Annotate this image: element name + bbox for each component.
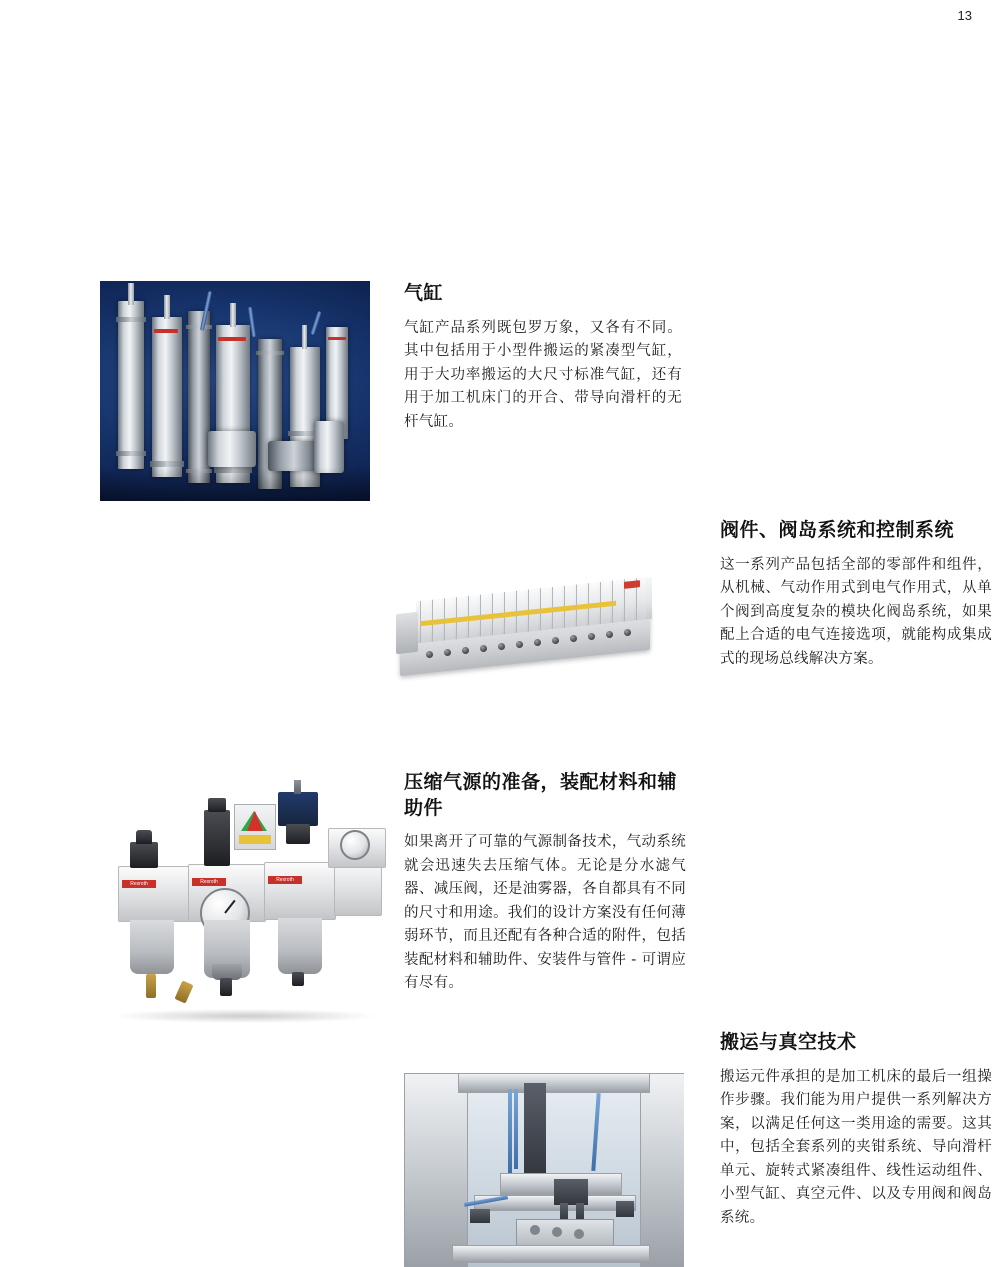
- valves-title: 阀件、阀岛系统和控制系统: [720, 519, 955, 541]
- filter-unit-body: [118, 866, 190, 922]
- lubricator-bowl: [278, 918, 322, 974]
- valves-product-image: [386, 567, 676, 692]
- valve-port: [462, 647, 469, 654]
- drain-valve: [220, 978, 232, 996]
- cylinder-body: [188, 311, 210, 483]
- page-number: 13: [957, 8, 972, 23]
- valve-port: [606, 631, 613, 638]
- adjust-knob: [136, 830, 152, 844]
- cylinders-text-block: [404, 281, 682, 434]
- red-indicator: [247, 811, 263, 831]
- valve-port: [444, 649, 451, 656]
- cylinder-rod: [128, 283, 134, 305]
- workpiece-hole: [574, 1229, 584, 1239]
- air-tube: [514, 1089, 518, 1169]
- brand-stripe: [328, 337, 346, 340]
- lubricator-unit-body: [264, 862, 336, 920]
- solenoid-base: [286, 824, 310, 844]
- gantry-column: [524, 1083, 546, 1179]
- valve-port: [570, 635, 577, 642]
- brand-stripe: [218, 337, 246, 341]
- small-pressure-gauge: [340, 830, 370, 860]
- cylinder-band: [256, 351, 284, 355]
- valve-port: [588, 633, 595, 640]
- overhead-beam: [458, 1073, 650, 1093]
- handling-body: 搬运元件承担的是加工机床的最后一组操作步骤。我们能为用户提供一系列解决方案，以满足任何这一类用途的需要。这其中，包括全套系列的夹钳系统、导向滑杆单元、旋转式紧凑组件、线性运动组件、小型气缸、真空元件、以及专用阀和阀岛系统。: [720, 1068, 992, 1226]
- handling-title: 搬运与真空技术: [720, 1031, 857, 1053]
- regulator-top-module: [204, 810, 230, 866]
- valve-port: [426, 651, 433, 658]
- brand-label: Rexroth: [268, 876, 302, 884]
- gripper-head: [554, 1179, 588, 1205]
- valves-text-block: [720, 518, 992, 671]
- airprep-product-image: [100, 768, 390, 1033]
- valve-port: [480, 645, 487, 652]
- cylinder-rod: [230, 303, 236, 327]
- cylinders-product-image: [100, 281, 370, 501]
- drain-fitting: [174, 980, 193, 1003]
- valve-port: [624, 629, 631, 636]
- machine-frame: [404, 1073, 468, 1267]
- compact-cylinder: [314, 421, 344, 473]
- compact-cylinder: [208, 431, 256, 467]
- airprep-body: 如果离开了可靠的气源制备技术，气动系统就会迅速失去压缩气体。无论是分水滤气器、减压阀，还是油雾器，各自都具有不同的尺寸和用途。我们的设计方案没有任何薄弱环节，而且还配有各种合适的附件，包括装配材料和辅助件、安装件与管件 - 可谓应有尽有。: [404, 834, 686, 992]
- air-tube: [508, 1089, 512, 1173]
- cylinder-band: [186, 325, 212, 329]
- valve-port: [516, 641, 523, 648]
- filter-top-module: [130, 842, 158, 868]
- cylinder-body: [118, 301, 144, 469]
- image-shadow: [100, 467, 370, 501]
- shutoff-valve-body: [334, 860, 382, 916]
- airprep-title: 压缩气源的准备，装配材料和辅助件: [404, 771, 678, 819]
- filter-bowl: [130, 920, 174, 974]
- cylinders-title: 气缸: [404, 282, 444, 304]
- cylinder-rod: [302, 325, 307, 349]
- brand-label: Rexroth: [192, 878, 226, 886]
- solenoid-coil: [278, 792, 318, 826]
- airprep-text-block: [404, 770, 686, 996]
- cylinders-body: 气缸产品系列既包罗万象，又各有不同。其中包括用于小型件搬运的紧凑型气缸，用于大功率搬运的大尺寸标准气缸，还有用于加工机床门的开合、带导向滑杆的无杆气缸。: [404, 319, 682, 430]
- cylinder-band: [116, 317, 146, 322]
- gauge-needle: [224, 900, 235, 914]
- brand-stripe: [154, 329, 178, 333]
- solenoid-pin: [294, 780, 301, 794]
- vacuum-generator: [470, 1209, 490, 1223]
- workpiece-hole: [530, 1225, 540, 1235]
- adjust-knob: [208, 798, 226, 812]
- machine-table: [452, 1245, 650, 1263]
- workpiece-hole: [552, 1227, 562, 1237]
- yellow-indicator: [239, 835, 271, 844]
- drain-valve: [292, 972, 304, 986]
- valve-port: [534, 639, 541, 646]
- handling-text-block: [720, 1030, 992, 1230]
- valve-end-plate: [396, 612, 418, 654]
- vacuum-generator: [616, 1201, 634, 1217]
- cylinder-rod: [164, 295, 170, 319]
- machine-frame: [640, 1073, 684, 1267]
- brand-label: Rexroth: [122, 880, 156, 888]
- drain-fitting: [146, 974, 156, 998]
- cylinder-band: [116, 451, 146, 456]
- handling-product-image: [404, 1073, 684, 1267]
- cylinder-body: [152, 317, 182, 477]
- image-shadow: [114, 1009, 376, 1023]
- valve-port: [498, 643, 505, 650]
- valve-port: [552, 637, 559, 644]
- valves-body: 这一系列产品包括全部的零部件和组件，从机械、气动作用式到电气作用式，从单个阀到高度复杂的模块化阀岛系统，如果配上合适的电气连接选项，就能构成集成式的现场总线解决方案。: [720, 556, 992, 667]
- pressure-indicator-panel: [234, 804, 276, 850]
